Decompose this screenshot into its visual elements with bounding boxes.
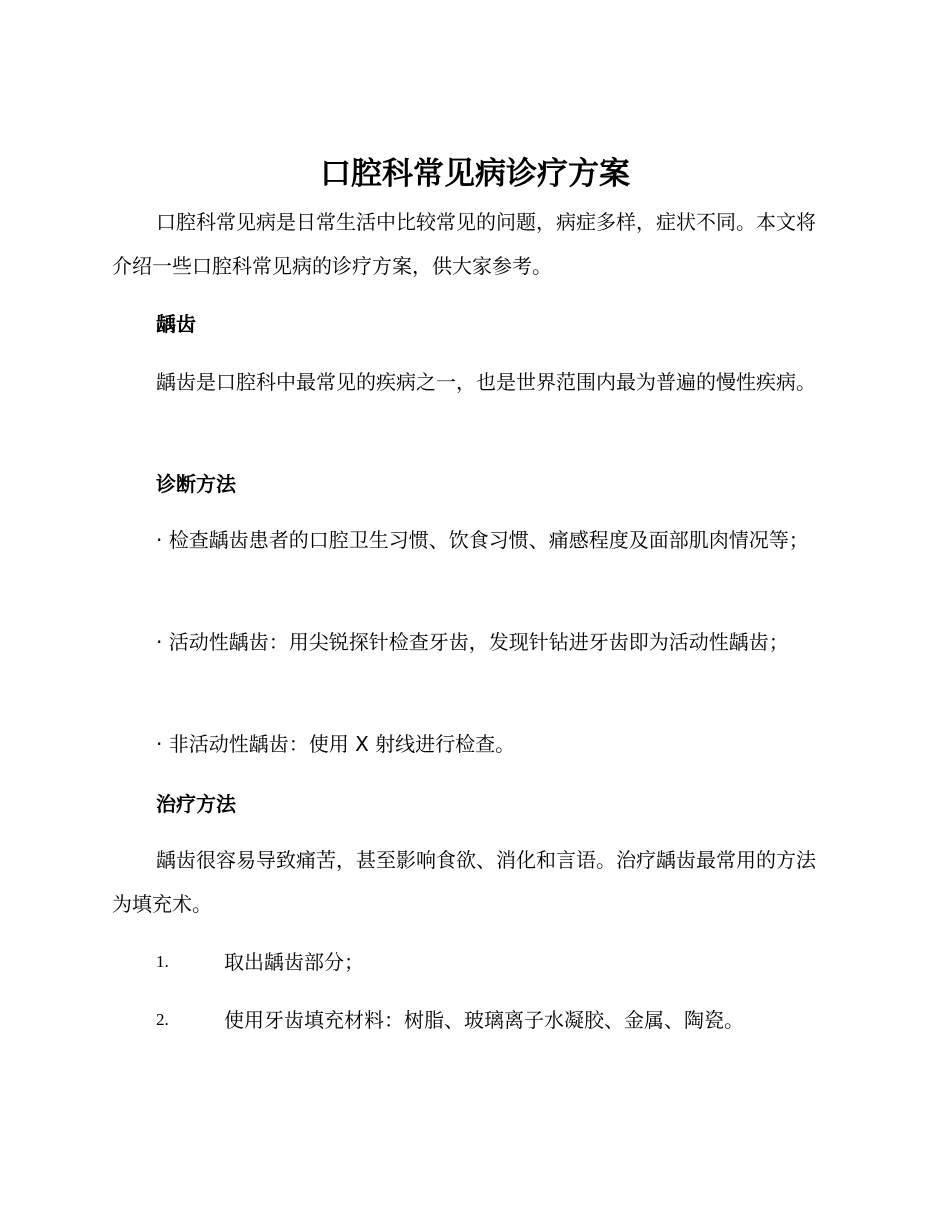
intro-paragraph: 口腔科常见病是日常生活中比较常见的问题，病症多样，症状不同。本文将介绍一些口腔科常见病的诊疗方案，供大家参考。 [112,210,816,278]
section-heading-treatment: 治疗方法 [156,792,236,816]
diagnosis-bullet-1: · 检查龋齿患者的口腔卫生习惯、饮食习惯、痛感程度及面部肌肉情况等； [156,528,809,552]
section-heading-diagnosis: 诊断方法 [156,472,236,496]
diagnosis-bullet-2: · 活动性龋齿：用尖锐探针检查牙齿，发现针钻进牙齿即为活动性龋齿； [156,630,789,654]
treatment-description: 龋齿很容易导致痛苦，甚至影响食欲、消化和言语。治疗龋齿最常用的方法为填充术。 [112,848,816,916]
caries-description: 龋齿是口腔科中最常见的疾病之一，也是世界范围内最为普遍的慢性疾病。 [156,370,816,394]
diagnosis-bullet-3: · 非活动性龋齿：使用 X 射线进行检查。 [156,732,516,756]
step-number: 2. [156,1010,169,1029]
step-text: 使用牙齿填充材料：树脂、玻璃离子水凝胶、金属、陶瓷。 [224,1008,744,1032]
document-title: 口腔科常见病诊疗方案 [320,156,630,192]
section-heading-caries: 龋齿 [156,312,196,336]
step-text: 取出龋齿部分； [224,950,364,974]
step-number: 1. [156,952,169,971]
